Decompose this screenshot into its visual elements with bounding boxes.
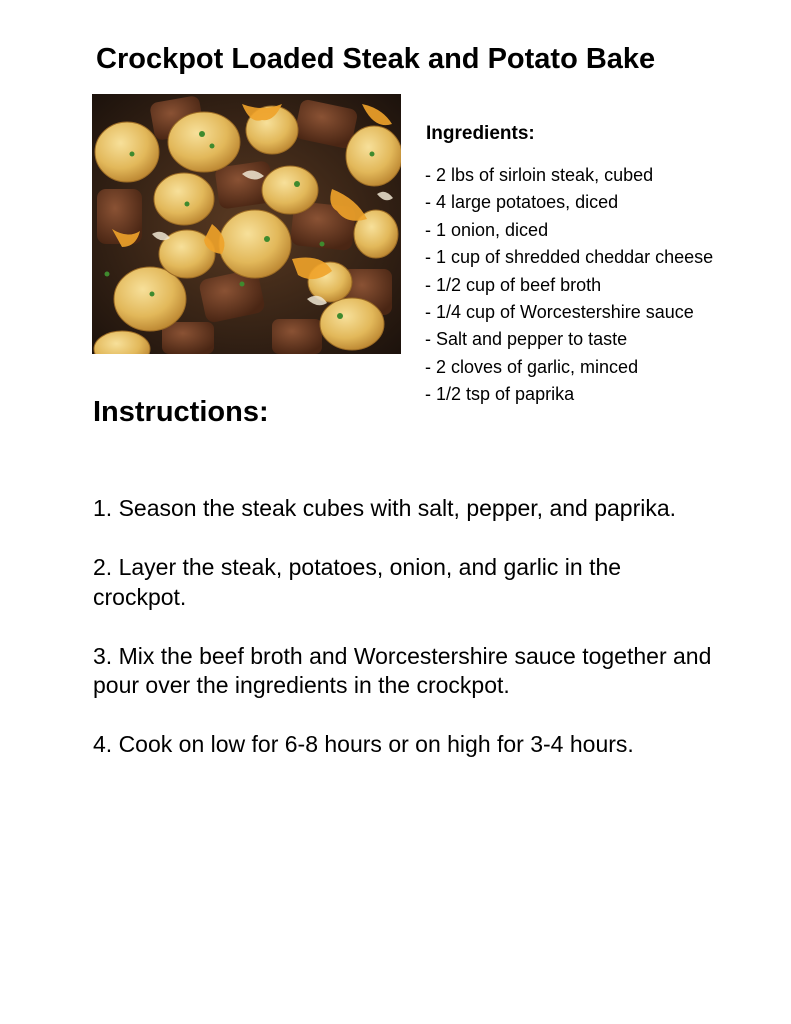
ingredient-item: - 1 onion, diced <box>425 219 549 240</box>
ingredient-item: - 1/2 tsp of paprika <box>425 384 575 405</box>
recipe-title: Crockpot Loaded Steak and Potato Bake <box>96 43 656 75</box>
instruction-step: 1. Season the steak cubes with salt, pepper, and paprika. <box>93 495 677 521</box>
instruction-step: 3. Mix the beef broth and Worcestershire sauce together and pour over the ingredients in the crockpot. <box>93 642 712 698</box>
ingredient-item: - Salt and pepper to taste <box>425 329 628 350</box>
ingredients-heading: Ingredients: <box>426 123 535 144</box>
ingredient-item: - 2 cloves of garlic, minced <box>425 356 639 377</box>
instructions-list <box>93 494 713 789</box>
ingredient-item: - 4 large potatoes, diced <box>425 192 619 213</box>
instruction-step: 2. Layer the steak, potatoes, onion, and garlic in the crockpot. <box>93 554 622 610</box>
instruction-step: 4. Cook on low for 6-8 hours or on high for 3-4 hours. <box>93 731 634 757</box>
ingredient-item: - 1 cup of shredded cheddar cheese <box>425 247 714 268</box>
ingredients-list <box>425 162 713 409</box>
ingredient-item: - 2 lbs of sirloin steak, cubed <box>425 165 654 185</box>
instructions-heading: Instructions: <box>93 396 269 428</box>
ingredient-item: - 1/4 cup of Worcestershire sauce <box>425 302 694 323</box>
ingredient-item: - 1/2 cup of beef broth <box>425 274 602 295</box>
steak-potato-photo <box>92 94 401 354</box>
